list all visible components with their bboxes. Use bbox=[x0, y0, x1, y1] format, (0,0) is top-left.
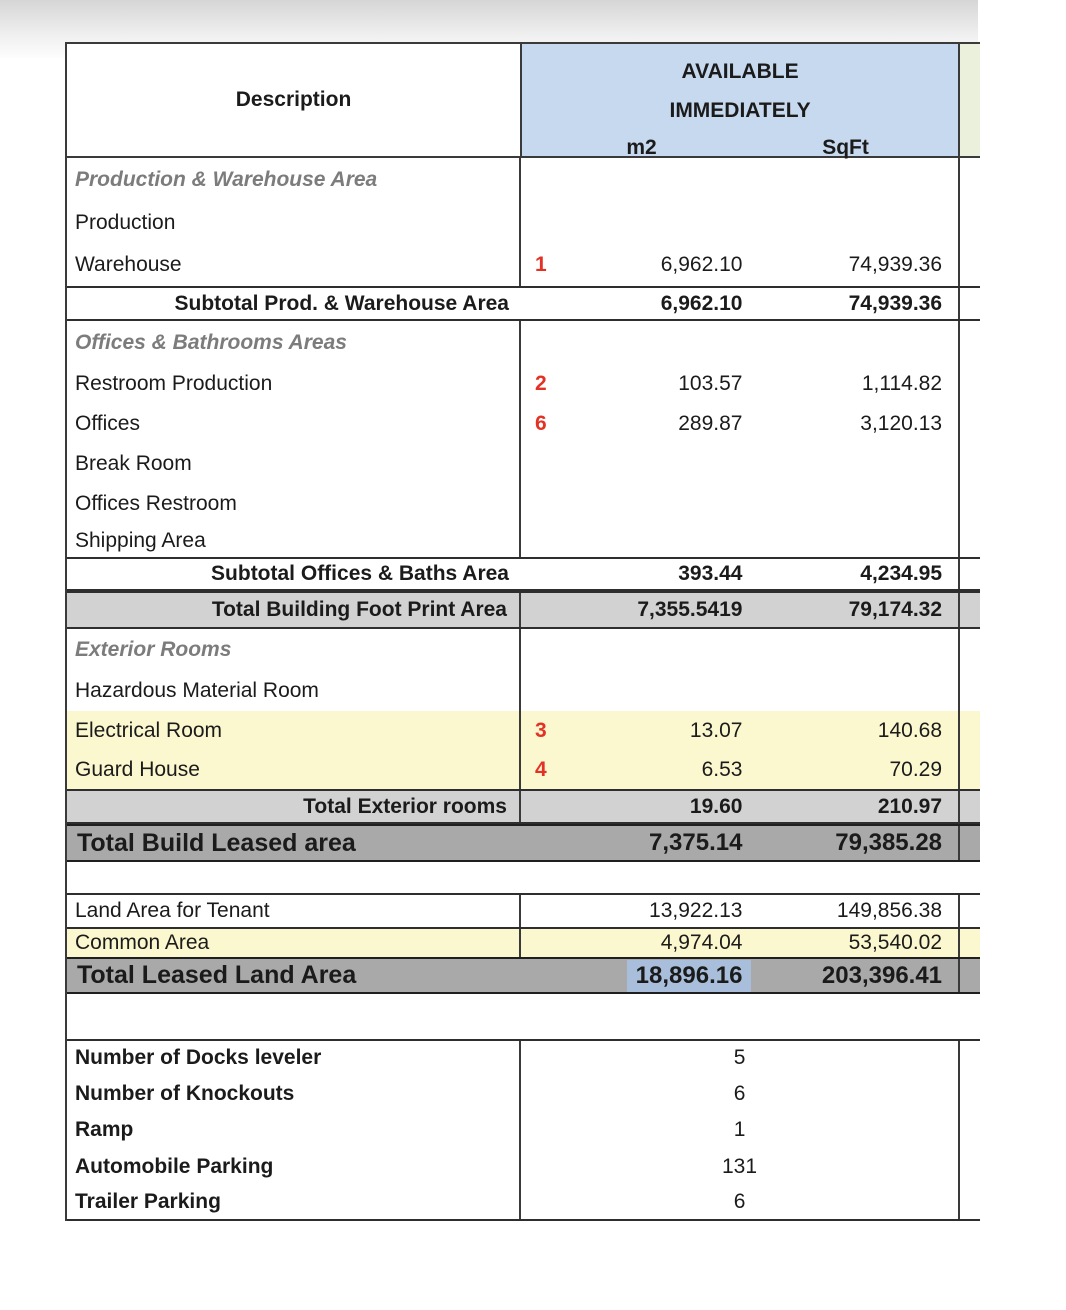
sqft-value: 149,856.38 bbox=[836, 899, 943, 922]
next-column-partial bbox=[958, 671, 980, 711]
row-total-leased-land-area bbox=[67, 957, 980, 994]
m2-cell bbox=[521, 593, 760, 627]
sqft-value: 74,939.36 bbox=[848, 291, 943, 315]
row-ramp bbox=[67, 1112, 980, 1148]
description-cell bbox=[67, 1041, 521, 1075]
row-label: Number of Knockouts bbox=[75, 1081, 295, 1105]
description-cell bbox=[67, 404, 521, 444]
sqft-cell bbox=[760, 959, 958, 992]
col-header-description bbox=[67, 44, 520, 156]
sqft-value: 210.97 bbox=[877, 794, 943, 818]
row-subtotal-offices-baths-area bbox=[67, 557, 980, 591]
description-cell bbox=[67, 711, 521, 751]
row-label: Restroom Production bbox=[75, 372, 273, 395]
description-cell bbox=[67, 202, 521, 244]
next-column-partial bbox=[958, 524, 980, 557]
row-label: Number of Docks leveler bbox=[75, 1046, 322, 1069]
sqft-cell bbox=[760, 444, 958, 484]
m2-cell bbox=[521, 671, 760, 711]
description-cell bbox=[67, 671, 521, 711]
sqft-value: 4,234.95 bbox=[860, 562, 943, 585]
row-offices bbox=[67, 404, 980, 444]
row-label: Warehouse bbox=[75, 253, 182, 276]
row-total-exterior-rooms bbox=[67, 789, 980, 824]
m2-cell bbox=[521, 629, 760, 671]
description-header-label: Description bbox=[235, 88, 352, 111]
next-column-partial bbox=[958, 826, 980, 860]
next-column-partial bbox=[958, 895, 980, 927]
next-column-partial bbox=[958, 1185, 980, 1219]
next-column-partial bbox=[958, 751, 980, 789]
row-label: Hazardous Material Room bbox=[75, 679, 319, 702]
row-number-of-docks-leveler bbox=[67, 1039, 980, 1075]
row-label: Land Area for Tenant bbox=[75, 899, 270, 922]
sqft-cell bbox=[760, 895, 958, 927]
m2-cell bbox=[521, 364, 760, 404]
sqft-cell bbox=[760, 929, 958, 957]
facility-value: 6 bbox=[733, 1190, 746, 1213]
row-electrical-room bbox=[67, 711, 980, 751]
next-column-partial bbox=[958, 484, 980, 524]
plan-ref-number: 6 bbox=[534, 412, 547, 435]
sqft-cell bbox=[760, 559, 958, 589]
row-label: Common Area bbox=[75, 931, 210, 954]
m2-cell bbox=[521, 751, 760, 789]
row-label: Offices bbox=[75, 412, 140, 435]
row-label: Exterior Rooms bbox=[75, 638, 232, 661]
m2-value: 289.87 bbox=[678, 412, 743, 435]
next-column-partial bbox=[958, 929, 980, 957]
sqft-cell bbox=[760, 484, 958, 524]
next-column-partial bbox=[958, 288, 980, 319]
description-cell bbox=[67, 1112, 521, 1148]
m2-cell bbox=[521, 711, 760, 751]
spacer-row bbox=[67, 994, 980, 1039]
m2-cell bbox=[521, 791, 760, 822]
description-cell bbox=[67, 1185, 521, 1219]
m2-cell bbox=[521, 524, 760, 557]
next-column-partial bbox=[958, 404, 980, 444]
row-total-build-leased-area bbox=[67, 824, 980, 862]
sqft-value: 79,174.32 bbox=[848, 598, 943, 621]
description-cell bbox=[67, 1148, 521, 1185]
row-hazardous-material-room bbox=[67, 671, 980, 711]
row-label: Production bbox=[75, 211, 176, 234]
m2-value: 7,375.14 bbox=[649, 829, 743, 856]
next-column-partial bbox=[958, 629, 980, 671]
row-subtotal-prod-warehouse-area bbox=[67, 286, 980, 321]
sqft-value: 79,385.28 bbox=[835, 829, 943, 856]
m2-cell bbox=[521, 959, 760, 992]
sqft-cell bbox=[760, 244, 958, 286]
next-column-partial bbox=[958, 1041, 980, 1075]
m2-value: 393.44 bbox=[678, 562, 743, 585]
row-guard-house bbox=[67, 751, 980, 789]
description-cell bbox=[67, 524, 521, 557]
description-cell bbox=[67, 158, 521, 202]
description-cell bbox=[67, 559, 521, 589]
description-cell bbox=[67, 444, 521, 484]
description-cell bbox=[67, 791, 521, 822]
m2-value: 6,962.10 bbox=[660, 253, 743, 276]
facility-value: 131 bbox=[722, 1154, 758, 1178]
row-label: Ramp bbox=[75, 1118, 134, 1141]
next-column-partial bbox=[958, 593, 980, 627]
m2-value: 7,355.5419 bbox=[637, 598, 743, 621]
row-break-room bbox=[67, 444, 980, 484]
m2-cell bbox=[521, 444, 760, 484]
description-cell bbox=[67, 484, 521, 524]
row-restroom-production bbox=[67, 364, 980, 404]
next-column-partial bbox=[958, 559, 980, 589]
sqft-value: 53,540.02 bbox=[848, 931, 943, 954]
sqft-cell bbox=[760, 524, 958, 557]
facility-value: 5 bbox=[733, 1046, 746, 1069]
row-offices-bathrooms-areas bbox=[67, 321, 980, 364]
row-warehouse bbox=[67, 244, 980, 286]
m2-cell bbox=[521, 202, 760, 244]
description-cell bbox=[67, 321, 521, 364]
row-label: Subtotal Prod. & Warehouse Area bbox=[174, 291, 509, 315]
sqft-cell bbox=[760, 671, 958, 711]
description-cell bbox=[67, 826, 521, 860]
next-column-partial bbox=[958, 158, 980, 202]
next-column-partial bbox=[958, 1075, 980, 1112]
next-column-partial bbox=[958, 791, 980, 822]
sqft-cell bbox=[760, 751, 958, 789]
m2-cell bbox=[521, 321, 760, 364]
m2-cell bbox=[521, 929, 760, 957]
row-number-of-knockouts bbox=[67, 1075, 980, 1112]
next-column-partial bbox=[958, 364, 980, 404]
next-column-partial bbox=[958, 711, 980, 751]
row-label: Electrical Room bbox=[75, 719, 223, 742]
row-label: Total Build Leased area bbox=[77, 828, 356, 857]
facility-value-cell bbox=[521, 1148, 958, 1185]
description-cell bbox=[67, 288, 521, 319]
facility-value-cell bbox=[521, 1075, 958, 1112]
m2-cell bbox=[521, 244, 760, 286]
row-label: Offices Restroom bbox=[75, 492, 237, 515]
row-label: Offices & Bathrooms Areas bbox=[75, 330, 347, 354]
sqft-cell bbox=[760, 404, 958, 444]
row-land-area-for-tenant bbox=[67, 893, 980, 927]
sqft-cell bbox=[760, 288, 958, 319]
row-trailer-parking bbox=[67, 1185, 980, 1221]
sqft-value: 3,120.13 bbox=[860, 412, 943, 435]
row-label: Total Building Foot Print Area bbox=[211, 598, 507, 621]
header-row bbox=[67, 42, 980, 158]
m2-cell bbox=[521, 404, 760, 444]
description-cell bbox=[67, 593, 521, 627]
row-label: Trailer Parking bbox=[75, 1190, 221, 1213]
row-label: Total Exterior rooms bbox=[303, 794, 507, 818]
sqft-cell bbox=[760, 791, 958, 822]
row-shipping-area bbox=[67, 524, 980, 557]
row-production-warehouse-area bbox=[67, 158, 980, 202]
sqft-cell bbox=[760, 593, 958, 627]
col-header-available-immediately bbox=[520, 44, 958, 159]
col-subheader-m2: m2 bbox=[626, 136, 657, 159]
description-cell bbox=[67, 895, 521, 927]
row-label: Shipping Area bbox=[75, 528, 206, 552]
m2-value: 4,974.04 bbox=[660, 931, 743, 954]
description-cell bbox=[67, 629, 521, 671]
row-offices-restroom bbox=[67, 484, 980, 524]
m2-cell bbox=[521, 559, 760, 589]
m2-value: 13.07 bbox=[689, 719, 743, 742]
m2-cell bbox=[521, 484, 760, 524]
row-label: Production & Warehouse Area bbox=[75, 168, 378, 191]
row-label: Guard House bbox=[75, 758, 200, 781]
col-subheader-sqft: SqFt bbox=[822, 136, 869, 159]
next-column-partial bbox=[958, 244, 980, 286]
sqft-value: 203,396.41 bbox=[821, 961, 943, 989]
row-label: Total Leased Land Area bbox=[77, 961, 357, 989]
sqft-cell bbox=[760, 158, 958, 202]
plan-ref-number: 4 bbox=[534, 758, 547, 781]
row-total-building-foot-print-area bbox=[67, 591, 980, 629]
m2-cell bbox=[521, 826, 760, 860]
row-exterior-rooms bbox=[67, 629, 980, 671]
description-cell bbox=[67, 364, 521, 404]
next-column-partial bbox=[958, 1112, 980, 1148]
next-column-partial bbox=[958, 321, 980, 364]
row-label: Break Room bbox=[75, 452, 192, 475]
facility-value-cell bbox=[521, 1112, 958, 1148]
sqft-value: 74,939.36 bbox=[848, 253, 943, 276]
description-cell bbox=[67, 751, 521, 789]
m2-value: 6.53 bbox=[701, 758, 743, 781]
row-automobile-parking bbox=[67, 1148, 980, 1185]
sqft-cell bbox=[760, 711, 958, 751]
row-production bbox=[67, 202, 980, 244]
plan-ref-number: 3 bbox=[534, 719, 547, 742]
m2-cell bbox=[521, 288, 760, 319]
plan-ref-number: 1 bbox=[534, 253, 547, 276]
facility-value-cell bbox=[521, 1041, 958, 1075]
next-column-partial bbox=[958, 202, 980, 244]
sqft-value: 70.29 bbox=[889, 758, 943, 781]
lease-area-table bbox=[65, 42, 980, 1221]
description-cell bbox=[67, 1075, 521, 1112]
next-column-partial bbox=[958, 1148, 980, 1185]
m2-value: 103.57 bbox=[678, 372, 743, 395]
m2-value: 19.60 bbox=[689, 794, 743, 818]
row-common-area bbox=[67, 927, 980, 957]
plan-ref-number: 2 bbox=[534, 372, 547, 395]
row-label: Subtotal Offices & Baths Area bbox=[211, 562, 509, 585]
spacer-row bbox=[67, 862, 980, 893]
facility-value: 6 bbox=[733, 1081, 746, 1105]
sqft-cell bbox=[760, 629, 958, 671]
unit-subheaders bbox=[522, 136, 958, 160]
description-cell bbox=[67, 244, 521, 286]
description-cell bbox=[67, 929, 521, 957]
sqft-cell bbox=[760, 202, 958, 244]
m2-value: 13,922.13 bbox=[649, 899, 743, 922]
m2-cell bbox=[521, 158, 760, 202]
sqft-value: 1,114.82 bbox=[861, 372, 943, 395]
table-body bbox=[67, 158, 980, 1221]
description-cell bbox=[67, 959, 521, 992]
m2-value: 6,962.10 bbox=[660, 291, 743, 315]
next-column-partial bbox=[958, 444, 980, 484]
sqft-cell bbox=[760, 321, 958, 364]
facility-value: 1 bbox=[733, 1118, 746, 1141]
m2-cell bbox=[521, 895, 760, 927]
selected-cell-value[interactable]: 18,896.16 bbox=[627, 960, 752, 992]
sqft-cell bbox=[760, 826, 958, 860]
available-immediately-title bbox=[522, 60, 958, 123]
lease-area-sheet bbox=[65, 42, 980, 1221]
next-column-header-partial bbox=[958, 44, 980, 156]
next-column-partial bbox=[958, 959, 980, 992]
sqft-value: 140.68 bbox=[877, 719, 943, 742]
sqft-cell bbox=[760, 364, 958, 404]
facility-value-cell bbox=[521, 1185, 958, 1219]
immediately-label: IMMEDIATELY bbox=[669, 99, 811, 122]
available-label: AVAILABLE bbox=[681, 60, 799, 83]
row-label: Automobile Parking bbox=[75, 1154, 274, 1178]
